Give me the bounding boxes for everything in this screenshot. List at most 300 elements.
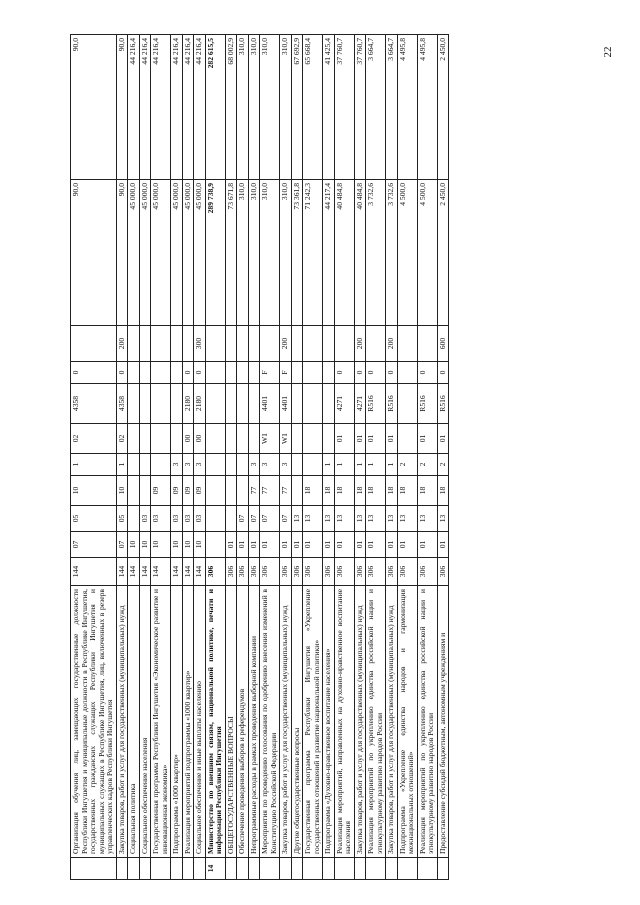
executed-amount-cell: 90,0 bbox=[116, 35, 128, 180]
direction-suffix-cell: 0 bbox=[366, 362, 386, 384]
subsection-code-cell: 07 bbox=[280, 506, 292, 532]
direction-code-cell bbox=[248, 384, 260, 424]
section-number-cell bbox=[334, 858, 354, 880]
direction-suffix-cell bbox=[171, 362, 183, 384]
event-code-cell bbox=[248, 424, 260, 454]
subprogram-code-cell: 1 bbox=[323, 454, 335, 476]
org-code-cell: 144 bbox=[139, 558, 151, 586]
executed-amount-cell: 282 615,5 bbox=[205, 35, 225, 180]
section-number-cell bbox=[194, 858, 206, 880]
subsection-code-cell: 07 bbox=[260, 506, 280, 532]
item-name-cell: Подпрограмма «Укрепление единства народов и гармонизация межнациональных отношений» bbox=[397, 586, 417, 858]
item-name-cell: Социальная политика bbox=[128, 586, 140, 858]
program-code-cell: 18 bbox=[437, 476, 449, 506]
item-name-cell: Подпрограмма «Духовно-нравственное воспитание населения» bbox=[323, 586, 335, 858]
planned-amount-cell: 44 217,4 bbox=[323, 180, 335, 326]
table-row bbox=[182, 35, 194, 880]
item-name-cell: Закупка товаров, работ и услуг для государственных (муниципальных) нужд bbox=[386, 586, 398, 858]
expense-type-cell bbox=[303, 326, 323, 362]
table-row bbox=[437, 35, 449, 880]
direction-suffix-cell bbox=[139, 362, 151, 384]
executed-amount-cell: 310,0 bbox=[260, 35, 280, 180]
direction-suffix-cell bbox=[151, 362, 171, 384]
direction-code-cell: 2180 bbox=[194, 384, 206, 424]
section-code-cell: 01 bbox=[303, 532, 323, 558]
item-name-cell: Другие общегосударственные вопросы bbox=[291, 586, 303, 858]
subprogram-code-cell bbox=[128, 454, 140, 476]
section-code-cell: 01 bbox=[291, 532, 303, 558]
expense-type-cell bbox=[323, 326, 335, 362]
page-number: 22 bbox=[602, 46, 614, 58]
section-code-cell: 01 bbox=[237, 532, 249, 558]
section-number-cell bbox=[303, 858, 323, 880]
expense-type-cell bbox=[248, 326, 260, 362]
subsection-code-cell: 13 bbox=[417, 506, 437, 532]
event-code-cell: 01 bbox=[354, 424, 366, 454]
item-name-cell: Реализация мероприятий, направленных на духовно-нравственное воспитание населения bbox=[334, 586, 354, 858]
direction-suffix-cell bbox=[248, 362, 260, 384]
subsection-code-cell: 13 bbox=[437, 506, 449, 532]
section-code-cell: 01 bbox=[437, 532, 449, 558]
direction-suffix-cell: 0 bbox=[354, 362, 366, 384]
planned-amount-cell: 40 484,8 bbox=[354, 180, 366, 326]
subsection-code-cell: 13 bbox=[366, 506, 386, 532]
section-code-cell: 10 bbox=[194, 532, 206, 558]
section-number-cell bbox=[182, 858, 194, 880]
subsection-code-cell: 13 bbox=[397, 506, 417, 532]
direction-code-cell: 4271 bbox=[334, 384, 354, 424]
section-number-cell bbox=[397, 858, 417, 880]
event-code-cell: 02 bbox=[71, 424, 117, 454]
direction-code-cell bbox=[303, 384, 323, 424]
table-row bbox=[139, 35, 151, 880]
table-row bbox=[323, 35, 335, 880]
program-code-cell: 18 bbox=[334, 476, 354, 506]
event-code-cell bbox=[237, 424, 249, 454]
planned-amount-cell: 310,0 bbox=[280, 180, 292, 326]
subsection-code-cell: 03 bbox=[182, 506, 194, 532]
executed-amount-cell: 37 760,7 bbox=[334, 35, 354, 180]
section-code-cell: 10 bbox=[171, 532, 183, 558]
section-code-cell: 01 bbox=[417, 532, 437, 558]
event-code-cell: 01 bbox=[366, 424, 386, 454]
subsection-code-cell: 03 bbox=[151, 506, 171, 532]
org-code-cell: 144 bbox=[182, 558, 194, 586]
direction-code-cell: R516 bbox=[366, 384, 386, 424]
planned-amount-cell: 73 361,8 bbox=[291, 180, 303, 326]
section-code-cell: 01 bbox=[323, 532, 335, 558]
direction-suffix-cell: 0 bbox=[334, 362, 354, 384]
program-code-cell: 09 bbox=[151, 476, 171, 506]
table-row bbox=[151, 35, 171, 880]
section-code-cell: 01 bbox=[334, 532, 354, 558]
table-row bbox=[71, 35, 117, 880]
table-row bbox=[303, 35, 323, 880]
event-code-cell: W1 bbox=[280, 424, 292, 454]
expense-type-cell bbox=[397, 326, 417, 362]
section-number-cell bbox=[225, 858, 237, 880]
program-code-cell: 10 bbox=[116, 476, 128, 506]
subprogram-code-cell: 1 bbox=[334, 454, 354, 476]
table-row bbox=[260, 35, 280, 880]
planned-amount-cell: 3 732,6 bbox=[386, 180, 398, 326]
table-row bbox=[354, 35, 366, 880]
item-name-cell: Реализация мероприятий подпрограммы «1000 квартир» bbox=[182, 586, 194, 858]
program-code-cell: 18 bbox=[366, 476, 386, 506]
org-code-cell: 306 bbox=[334, 558, 354, 586]
section-code-cell: 07 bbox=[71, 532, 117, 558]
section-number-cell bbox=[116, 858, 128, 880]
executed-amount-cell: 67 692,9 bbox=[291, 35, 303, 180]
event-code-cell: 01 bbox=[417, 424, 437, 454]
direction-suffix-cell: F bbox=[260, 362, 280, 384]
subprogram-code-cell bbox=[225, 454, 237, 476]
org-code-cell: 306 bbox=[280, 558, 292, 586]
subprogram-code-cell: 1 bbox=[354, 454, 366, 476]
direction-suffix-cell bbox=[128, 362, 140, 384]
program-code-cell: 18 bbox=[397, 476, 417, 506]
org-code-cell: 306 bbox=[225, 558, 237, 586]
item-name-cell: Социальное обеспечение населения bbox=[139, 586, 151, 858]
table-row bbox=[386, 35, 398, 880]
subprogram-code-cell bbox=[291, 454, 303, 476]
direction-code-cell: 4358 bbox=[116, 384, 128, 424]
executed-amount-cell: 2 450,0 bbox=[437, 35, 449, 180]
subprogram-code-cell: 3 bbox=[280, 454, 292, 476]
section-code-cell: 01 bbox=[354, 532, 366, 558]
expense-type-cell bbox=[237, 326, 249, 362]
planned-amount-cell: 73 671,8 bbox=[225, 180, 237, 326]
org-code-cell: 306 bbox=[260, 558, 280, 586]
direction-suffix-cell: 0 bbox=[437, 362, 449, 384]
org-code-cell: 306 bbox=[417, 558, 437, 586]
item-name-cell: Непрограммные расходы в рамках проведения выборной компании bbox=[248, 586, 260, 858]
program-code-cell: 09 bbox=[182, 476, 194, 506]
direction-code-cell: R516 bbox=[386, 384, 398, 424]
planned-amount-cell: 3 732,6 bbox=[366, 180, 386, 326]
expense-type-cell: 300 bbox=[194, 326, 206, 362]
event-code-cell bbox=[291, 424, 303, 454]
section-code-cell: 01 bbox=[225, 532, 237, 558]
org-code-cell: 306 bbox=[354, 558, 366, 586]
subprogram-code-cell: 3 bbox=[171, 454, 183, 476]
subsection-code-cell: 03 bbox=[139, 506, 151, 532]
program-code-cell bbox=[128, 476, 140, 506]
section-number-cell bbox=[437, 858, 449, 880]
subprogram-code-cell bbox=[205, 454, 225, 476]
subprogram-code-cell: 1 bbox=[386, 454, 398, 476]
direction-code-cell bbox=[237, 384, 249, 424]
subprogram-code-cell: 1 bbox=[71, 454, 117, 476]
program-code-cell bbox=[237, 476, 249, 506]
item-name-cell: Реализация мероприятий по укреплению единства российской нации и этнокультурному развитию народов России bbox=[366, 586, 386, 858]
event-code-cell: 01 bbox=[437, 424, 449, 454]
executed-amount-cell: 44 216,4 bbox=[182, 35, 194, 180]
subsection-code-cell: 03 bbox=[171, 506, 183, 532]
expense-type-cell bbox=[71, 326, 117, 362]
org-code-cell: 144 bbox=[116, 558, 128, 586]
org-code-cell: 144 bbox=[151, 558, 171, 586]
org-code-cell: 306 bbox=[205, 558, 225, 586]
planned-amount-cell: 310,0 bbox=[260, 180, 280, 326]
direction-suffix-cell: 0 bbox=[194, 362, 206, 384]
direction-code-cell: 4358 bbox=[71, 384, 117, 424]
section-code-cell: 07 bbox=[116, 532, 128, 558]
planned-amount-cell: 45 000,0 bbox=[151, 180, 171, 326]
org-code-cell: 144 bbox=[128, 558, 140, 586]
program-code-cell: 10 bbox=[71, 476, 117, 506]
table-row bbox=[194, 35, 206, 880]
event-code-cell: 00 bbox=[182, 424, 194, 454]
table-row bbox=[128, 35, 140, 880]
section-number-cell bbox=[386, 858, 398, 880]
executed-amount-cell: 3 664,7 bbox=[366, 35, 386, 180]
subprogram-code-cell: 2 bbox=[417, 454, 437, 476]
event-code-cell bbox=[128, 424, 140, 454]
subprogram-code-cell: 2 bbox=[397, 454, 417, 476]
subsection-code-cell: 13 bbox=[334, 506, 354, 532]
expense-type-cell bbox=[182, 326, 194, 362]
subprogram-code-cell bbox=[151, 454, 171, 476]
executed-amount-cell: 44 216,4 bbox=[194, 35, 206, 180]
direction-code-cell bbox=[139, 384, 151, 424]
direction-code-cell bbox=[397, 384, 417, 424]
table-row bbox=[397, 35, 417, 880]
subsection-code-cell: 03 bbox=[194, 506, 206, 532]
event-code-cell: W1 bbox=[260, 424, 280, 454]
planned-amount-cell: 40 484,8 bbox=[334, 180, 354, 326]
table-body bbox=[71, 35, 449, 880]
planned-amount-cell: 45 000,0 bbox=[182, 180, 194, 326]
direction-suffix-cell bbox=[291, 362, 303, 384]
executed-amount-cell: 44 216,4 bbox=[128, 35, 140, 180]
program-code-cell: 18 bbox=[303, 476, 323, 506]
rotated-table-container bbox=[70, 38, 590, 880]
planned-amount-cell: 289 738,9 bbox=[205, 180, 225, 326]
item-name-cell: Социальное обеспечение и иные выплаты населению bbox=[194, 586, 206, 858]
table-row bbox=[225, 35, 237, 880]
subprogram-code-cell: 3 bbox=[260, 454, 280, 476]
direction-code-cell: 4401 bbox=[280, 384, 292, 424]
direction-code-cell bbox=[205, 384, 225, 424]
direction-code-cell bbox=[171, 384, 183, 424]
section-number-cell bbox=[354, 858, 366, 880]
event-code-cell bbox=[225, 424, 237, 454]
subsection-code-cell: 13 bbox=[303, 506, 323, 532]
executed-amount-cell: 44 216,4 bbox=[151, 35, 171, 180]
executed-amount-cell: 4 495,8 bbox=[417, 35, 437, 180]
section-code-cell: 01 bbox=[280, 532, 292, 558]
expense-type-cell bbox=[139, 326, 151, 362]
executed-amount-cell: 3 664,7 bbox=[386, 35, 398, 180]
section-number-cell bbox=[248, 858, 260, 880]
section-code-cell: 01 bbox=[260, 532, 280, 558]
table-row bbox=[417, 35, 437, 880]
subsection-code-cell bbox=[225, 506, 237, 532]
planned-amount-cell: 2 450,0 bbox=[437, 180, 449, 326]
direction-suffix-cell bbox=[225, 362, 237, 384]
direction-code-cell: 4401 bbox=[260, 384, 280, 424]
program-code-cell bbox=[291, 476, 303, 506]
subsection-code-cell: 13 bbox=[323, 506, 335, 532]
org-code-cell: 306 bbox=[366, 558, 386, 586]
subprogram-code-cell: 3 bbox=[182, 454, 194, 476]
item-name-cell: ОБЩЕГОСУДАРСТВЕННЫЕ ВОПРОСЫ bbox=[225, 586, 237, 858]
planned-amount-cell: 45 000,0 bbox=[171, 180, 183, 326]
section-number-cell bbox=[417, 858, 437, 880]
subprogram-code-cell: 3 bbox=[248, 454, 260, 476]
direction-suffix-cell bbox=[323, 362, 335, 384]
direction-code-cell: R516 bbox=[437, 384, 449, 424]
executed-amount-cell: 41 425,4 bbox=[323, 35, 335, 180]
subsection-code-cell bbox=[205, 506, 225, 532]
executed-amount-cell: 44 216,4 bbox=[139, 35, 151, 180]
section-number-cell: 14 bbox=[205, 858, 225, 880]
planned-amount-cell: 90,0 bbox=[116, 180, 128, 326]
org-code-cell: 306 bbox=[437, 558, 449, 586]
item-name-cell: Закупка товаров, работ и услуг для государственных (муниципальных) нужд bbox=[280, 586, 292, 858]
item-name-cell: Закупка товаров, работ и услуг для государственных (муниципальных) нужд bbox=[354, 586, 366, 858]
subsection-code-cell bbox=[128, 506, 140, 532]
section-code-cell: 10 bbox=[139, 532, 151, 558]
program-code-cell: 77 bbox=[248, 476, 260, 506]
table-row bbox=[205, 35, 225, 880]
section-number-cell bbox=[151, 858, 171, 880]
table-row bbox=[291, 35, 303, 880]
direction-suffix-cell bbox=[397, 362, 417, 384]
item-name-cell: Мероприятия по проведению голосования по одобрению внесения изменений в Конституцию Российской Федерации bbox=[260, 586, 280, 858]
planned-amount-cell: 90,0 bbox=[71, 180, 117, 326]
direction-code-cell: 2180 bbox=[182, 384, 194, 424]
executed-amount-cell: 4 495,8 bbox=[397, 35, 417, 180]
event-code-cell: 02 bbox=[116, 424, 128, 454]
program-code-cell: 18 bbox=[354, 476, 366, 506]
executed-amount-cell: 310,0 bbox=[248, 35, 260, 180]
direction-suffix-cell bbox=[237, 362, 249, 384]
subprogram-code-cell: 3 bbox=[194, 454, 206, 476]
expense-type-cell: 200 bbox=[280, 326, 292, 362]
subsection-code-cell: 07 bbox=[248, 506, 260, 532]
subprogram-code-cell: 1 bbox=[366, 454, 386, 476]
planned-amount-cell: 71 242,3 bbox=[303, 180, 323, 326]
planned-amount-cell: 310,0 bbox=[248, 180, 260, 326]
item-name-cell: Министерство по внешним связям, национальной политике, печати и информации Республики Ингушетия bbox=[205, 586, 225, 858]
org-code-cell: 144 bbox=[71, 558, 117, 586]
section-code-cell bbox=[205, 532, 225, 558]
section-code-cell: 10 bbox=[151, 532, 171, 558]
event-code-cell: 01 bbox=[334, 424, 354, 454]
subsection-code-cell: 13 bbox=[354, 506, 366, 532]
planned-amount-cell: 45 000,0 bbox=[194, 180, 206, 326]
expense-type-cell bbox=[225, 326, 237, 362]
program-code-cell bbox=[205, 476, 225, 506]
org-code-cell: 306 bbox=[397, 558, 417, 586]
org-code-cell: 144 bbox=[194, 558, 206, 586]
org-code-cell: 306 bbox=[237, 558, 249, 586]
section-number-cell bbox=[171, 858, 183, 880]
table-row bbox=[237, 35, 249, 880]
expense-type-cell bbox=[205, 326, 225, 362]
program-code-cell: 77 bbox=[260, 476, 280, 506]
section-code-cell: 01 bbox=[248, 532, 260, 558]
section-number-cell bbox=[291, 858, 303, 880]
expense-type-cell bbox=[151, 326, 171, 362]
expense-type-cell bbox=[334, 326, 354, 362]
subprogram-code-cell: 1 bbox=[116, 454, 128, 476]
event-code-cell bbox=[303, 424, 323, 454]
program-code-cell bbox=[225, 476, 237, 506]
expense-type-cell bbox=[366, 326, 386, 362]
program-code-cell: 09 bbox=[171, 476, 183, 506]
item-name-cell: Предоставление субсидий бюджетным, автономным учреждениям и bbox=[437, 586, 449, 858]
table-row bbox=[171, 35, 183, 880]
event-code-cell bbox=[171, 424, 183, 454]
section-number-cell bbox=[71, 858, 117, 880]
subsection-code-cell: 13 bbox=[291, 506, 303, 532]
program-code-cell bbox=[139, 476, 151, 506]
direction-code-cell bbox=[151, 384, 171, 424]
subprogram-code-cell: 2 bbox=[437, 454, 449, 476]
direction-suffix-cell: 0 bbox=[71, 362, 117, 384]
event-code-cell bbox=[139, 424, 151, 454]
executed-amount-cell: 310,0 bbox=[237, 35, 249, 180]
item-name-cell: Государственная программа Республики Ингушетия «Экономическое развитие и инновационная экономика» bbox=[151, 586, 171, 858]
section-number-cell bbox=[237, 858, 249, 880]
item-name-cell: Закупка товаров, работ и услуг для государственных (муниципальных) нужд bbox=[116, 586, 128, 858]
planned-amount-cell: 45 000,0 bbox=[128, 180, 140, 326]
planned-amount-cell: 310,0 bbox=[237, 180, 249, 326]
section-code-cell: 10 bbox=[182, 532, 194, 558]
executed-amount-cell: 310,0 bbox=[280, 35, 292, 180]
subsection-code-cell: 13 bbox=[386, 506, 398, 532]
org-code-cell: 306 bbox=[323, 558, 335, 586]
direction-suffix-cell: 0 bbox=[386, 362, 398, 384]
expense-type-cell: 200 bbox=[116, 326, 128, 362]
program-code-cell: 18 bbox=[417, 476, 437, 506]
expense-type-cell: 600 bbox=[437, 326, 449, 362]
section-code-cell: 01 bbox=[366, 532, 386, 558]
program-code-cell: 77 bbox=[280, 476, 292, 506]
planned-amount-cell: 45 000,0 bbox=[139, 180, 151, 326]
expense-type-cell bbox=[417, 326, 437, 362]
section-number-cell bbox=[139, 858, 151, 880]
org-code-cell: 306 bbox=[386, 558, 398, 586]
direction-suffix-cell: 0 bbox=[116, 362, 128, 384]
direction-code-cell bbox=[291, 384, 303, 424]
direction-code-cell bbox=[225, 384, 237, 424]
executed-amount-cell: 65 668,4 bbox=[303, 35, 323, 180]
table-row bbox=[248, 35, 260, 880]
expense-type-cell bbox=[171, 326, 183, 362]
org-code-cell: 306 bbox=[303, 558, 323, 586]
table-row bbox=[116, 35, 128, 880]
event-code-cell bbox=[151, 424, 171, 454]
executed-amount-cell: 44 216,4 bbox=[171, 35, 183, 180]
item-name-cell: Организация обучения лиц, замещающих государственные должности Республики Ингушетия и муниципальные должности в Республике Ингушетия, государственных гражданских служащих Республики Ингушетия и муниципальных служащих в Республике Ингушетия, лиц, включенных в резерв управленческих кадров Республики Ингушетия bbox=[71, 586, 117, 858]
event-code-cell: 00 bbox=[194, 424, 206, 454]
subprogram-code-cell bbox=[237, 454, 249, 476]
section-number-cell bbox=[323, 858, 335, 880]
direction-code-cell: 4271 bbox=[354, 384, 366, 424]
planned-amount-cell: 4 500,0 bbox=[417, 180, 437, 326]
direction-suffix-cell: F bbox=[280, 362, 292, 384]
subprogram-code-cell bbox=[303, 454, 323, 476]
subsection-code-cell: 07 bbox=[237, 506, 249, 532]
budget-table bbox=[70, 34, 449, 880]
item-name-cell: Реализация мероприятий по укреплению единства российской нации и этнокультурному развитию народов России bbox=[417, 586, 437, 858]
direction-suffix-cell: 0 bbox=[417, 362, 437, 384]
subprogram-code-cell bbox=[139, 454, 151, 476]
